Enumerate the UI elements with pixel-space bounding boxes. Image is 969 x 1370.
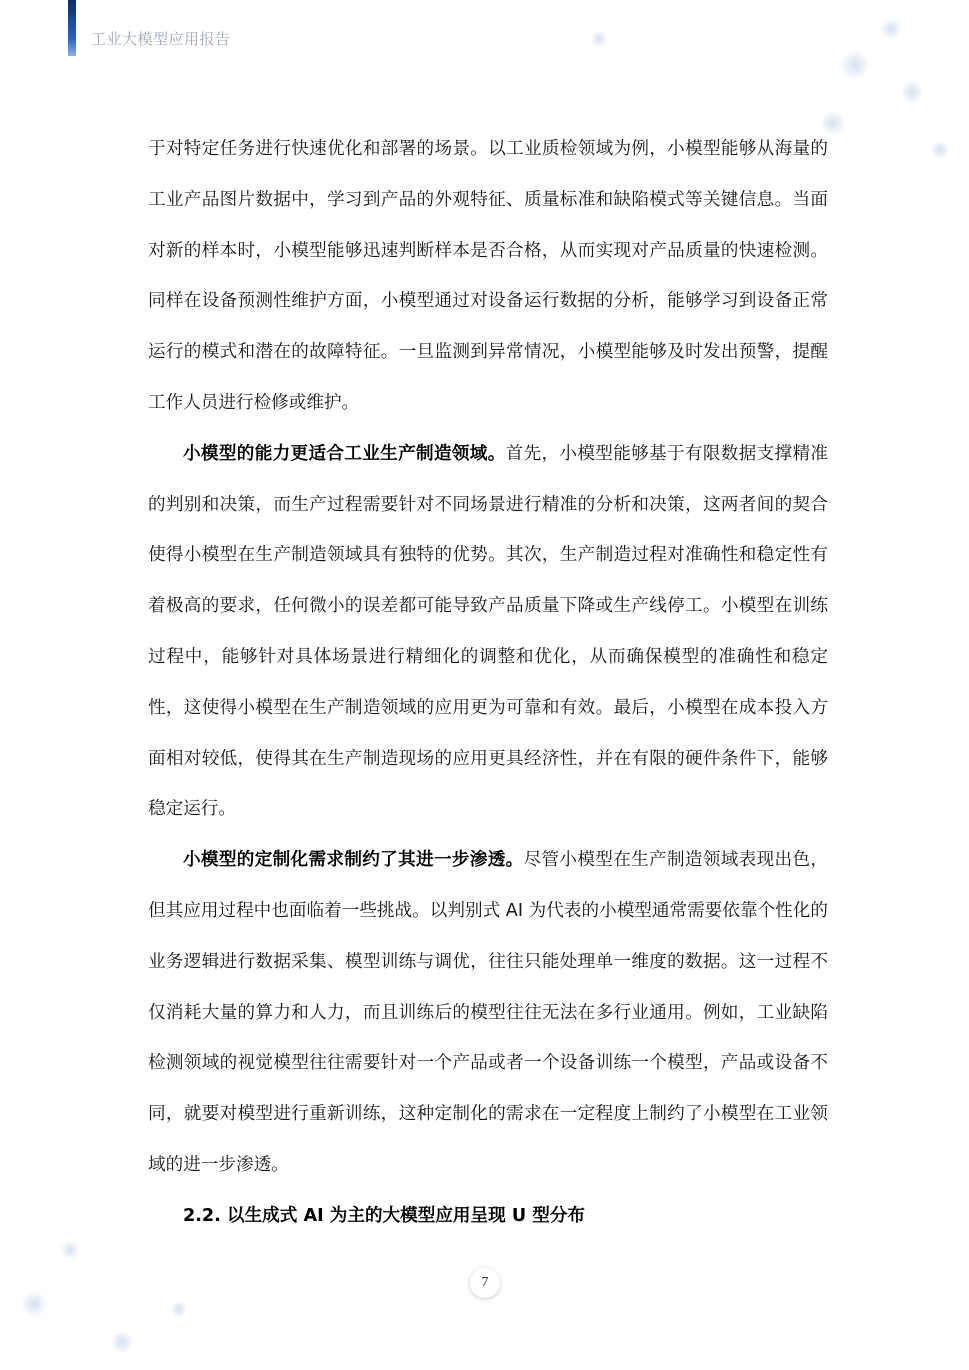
paragraph: [148, 835, 828, 1191]
decorative-dot: [60, 1240, 80, 1260]
paragraph-text: 尽管小模型在生产制造领域表现出色，但其应用过程中也面临着一些挑战。以判别式 AI 为代表的小模型通常需要依靠个性化的业务逻辑进行数据采集、模型训练与调优，往往只能处理单一维度的数据。这一过程不仅消耗大量的算力和人力，而且训练后的模型往往无法在多行业通用。例如，工业缺陷检测领域的视觉模型往往需要针对一个产品或者一个设备训练一个模型，产品或设备不同，就要对模型进行重新训练，这种定制化的需求在一定程度上制约了小模型在工业领域的进一步渗透。: [148, 850, 828, 1175]
decorative-dot: [930, 140, 950, 160]
decorative-dot: [20, 1290, 48, 1318]
document-body: [148, 124, 828, 1242]
decorative-dot: [170, 1300, 188, 1318]
decorative-dot: [900, 80, 924, 104]
decorative-dot: [590, 30, 608, 48]
paragraph: [148, 429, 828, 835]
paragraph-lead: 小模型的定制化需求制约了其进一步渗透。: [183, 850, 524, 871]
paragraph-lead: 小模型的能力更适合工业生产制造领域。: [183, 443, 506, 464]
page-number: 7: [470, 1268, 500, 1298]
header-title: 工业大模型应用报告: [91, 30, 231, 48]
decorative-dot: [840, 50, 870, 80]
header-accent-bar: [68, 0, 76, 56]
paragraph-text: 首先，小模型能够基于有限数据支撑精准的判别和决策，而生产过程需要针对不同场景进行精准的分析和决策，这两者间的契合使得小模型在生产制造领域具有独特的优势。其次，生产制造过程对准确性和稳定性有着极高的要求，任何微小的误差都可能导致产品质量下降或生产线停工。小模型在训练过程中，能够针对具体场景进行精细化的调整和优化，从而确保模型的准确性和稳定性，这使得小模型在生产制造领域的应用更为可靠和有效。最后，小模型在成本投入方面相对较低，使得其在生产制造现场的应用更具经济性，并在有限的硬件条件下，能够稳定运行。: [148, 443, 828, 820]
section-heading: 2.2. 以生成式 AI 为主的大模型应用呈现 U 型分布: [183, 1205, 586, 1226]
decorative-dot: [880, 18, 902, 40]
paragraph: 于对特定任务进行快速优化和部署的场景。以工业质检领域为例，小模型能够从海量的工业产品图片数据中，学习到产品的外观特征、质量标准和缺陷模式等关键信息。当面对新的样本时，小模型能够迅速判断样本是否合格，从而实现对产品质量的快速检测。同样在设备预测性维护方面，小模型通过对设备运行数据的分析，能够学习到设备正常运行的模式和潜在的故障特征。一旦监测到异常情况，小模型能够及时发出预警，提醒工作人员进行检修或维护。: [148, 139, 828, 413]
decorative-dot: [110, 1330, 134, 1354]
